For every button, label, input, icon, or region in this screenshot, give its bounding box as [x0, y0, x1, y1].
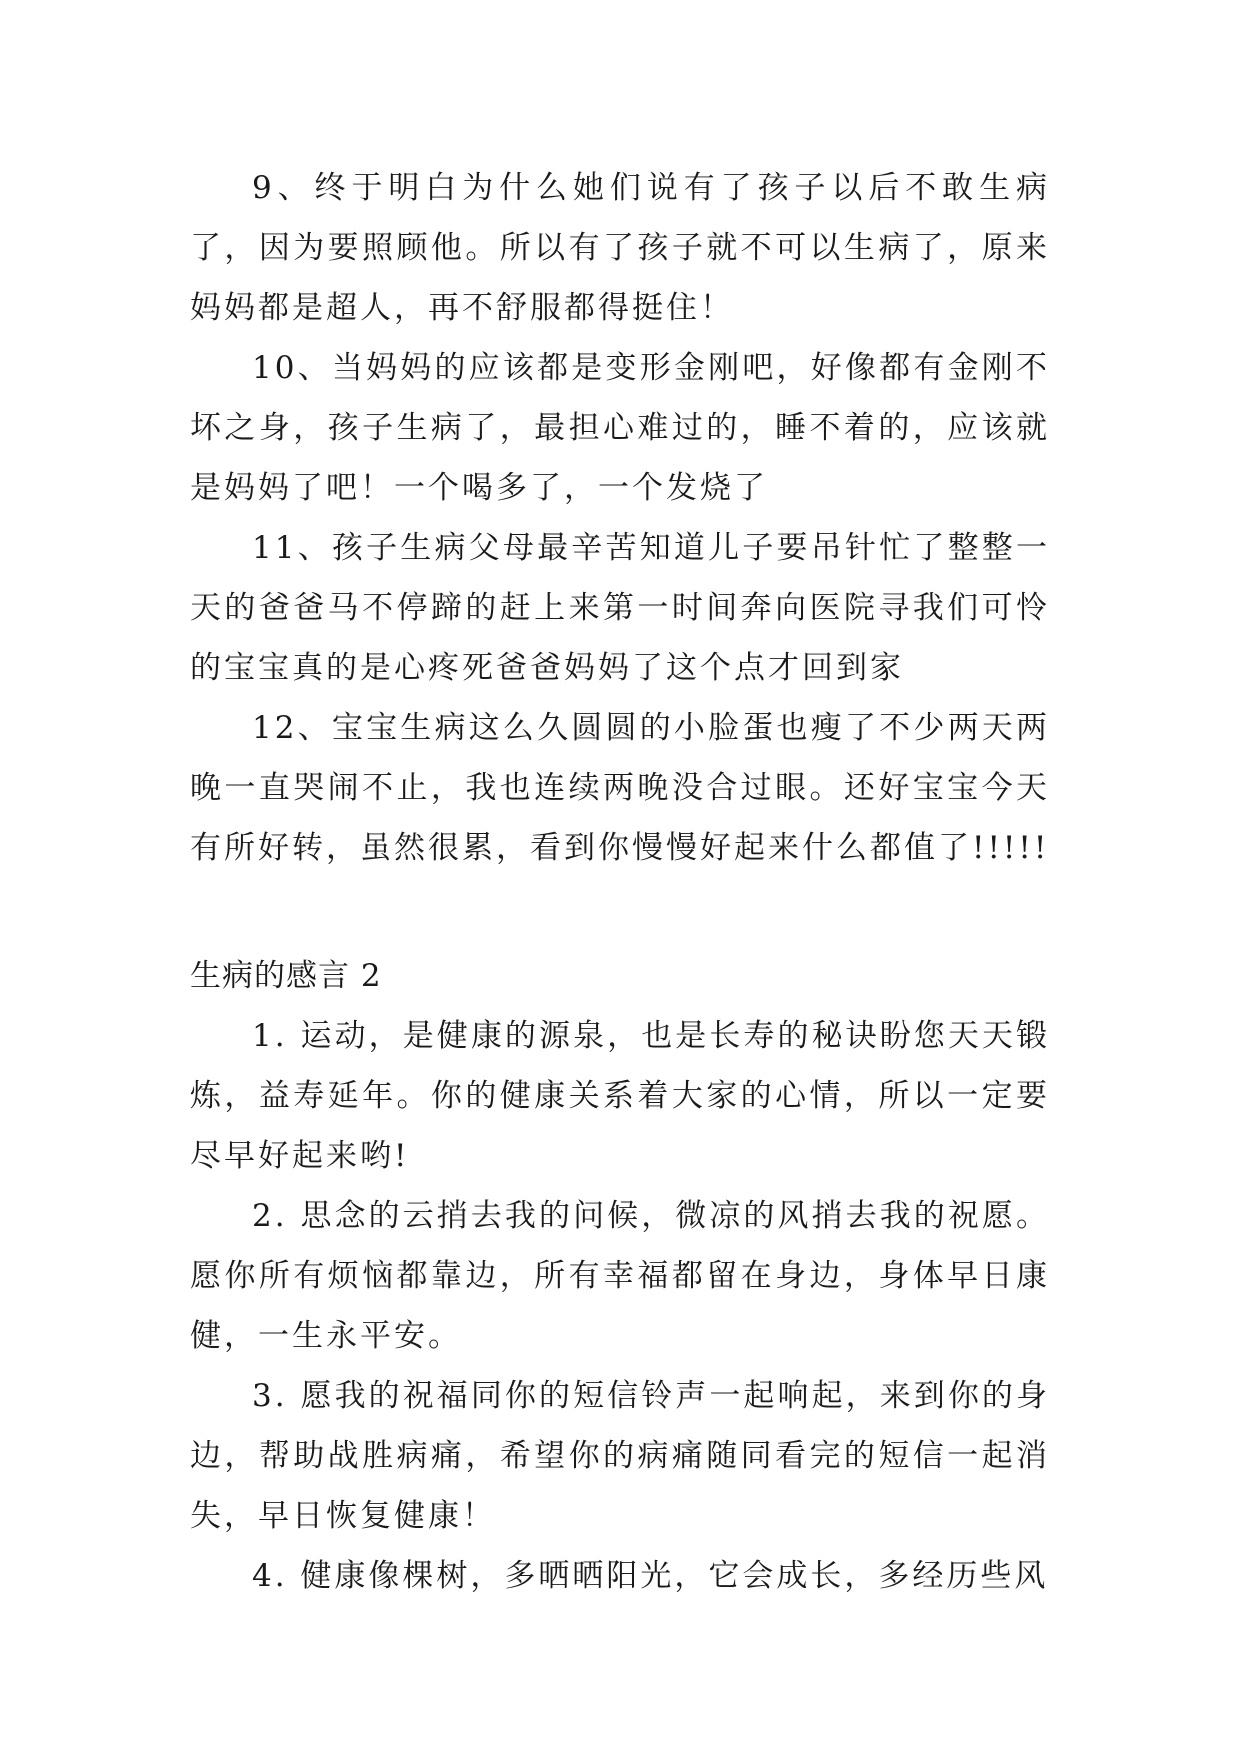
paragraph-item-12: 12、宝宝生病这么久圆圆的小脸蛋也瘦了不少两天两晚一直哭闹不止，我也连续两晚没合过眼。还好宝宝今天有所好转，虽然很累，看到你慢慢好起来什么都值了!!!!! — [190, 710, 1050, 866]
paragraph-item-10: 10、当妈妈的应该都是变形金刚吧，好像都有金刚不坏之身，孩子生病了，最担心难过的，睡不着的，应该就是妈妈了吧！一个喝多了，一个发烧了 — [190, 350, 1050, 506]
paragraph-item-4: 4. 健康像棵树，多晒晒阳光，它会成长，多经历些风 — [252, 1558, 1049, 1594]
paragraph-item-2: 2. 思念的云捎去我的问候，微凉的风捎去我的祝愿。愿你所有烦恼都靠边，所有幸福都留在身边，身体早日康健，一生永平安。 — [190, 1198, 1050, 1354]
paragraph-item-3: 3. 愿我的祝福同你的短信铃声一起响起，来到你的身边，帮助战胜病痛，希望你的病痛随同看完的短信一起消失，早日恢复健康！ — [190, 1378, 1050, 1534]
paragraph-item-9: 9、终于明白为什么她们说有了孩子以后不敢生病了，因为要照顾他。所以有了孩子就不可以生病了，原来妈妈都是超人，再不舒服都得挺住！ — [190, 170, 1050, 326]
document-body — [190, 158, 1050, 1606]
paragraph-item-11: 11、孩子生病父母最辛苦知道儿子要吊针忙了整整一天的爸爸马不停蹄的赶上来第一时间奔向医院寻我们可怜的宝宝真的是心疼死爸爸妈妈了这个点才回到家 — [190, 530, 1050, 686]
section-title: 生病的感言 2 — [190, 958, 382, 994]
paragraph-item-1: 1. 运动，是健康的源泉，也是长寿的秘诀盼您天天锻炼，益寿延年。你的健康关系着大家的心情，所以一定要尽早好起来哟! — [190, 1018, 1050, 1174]
